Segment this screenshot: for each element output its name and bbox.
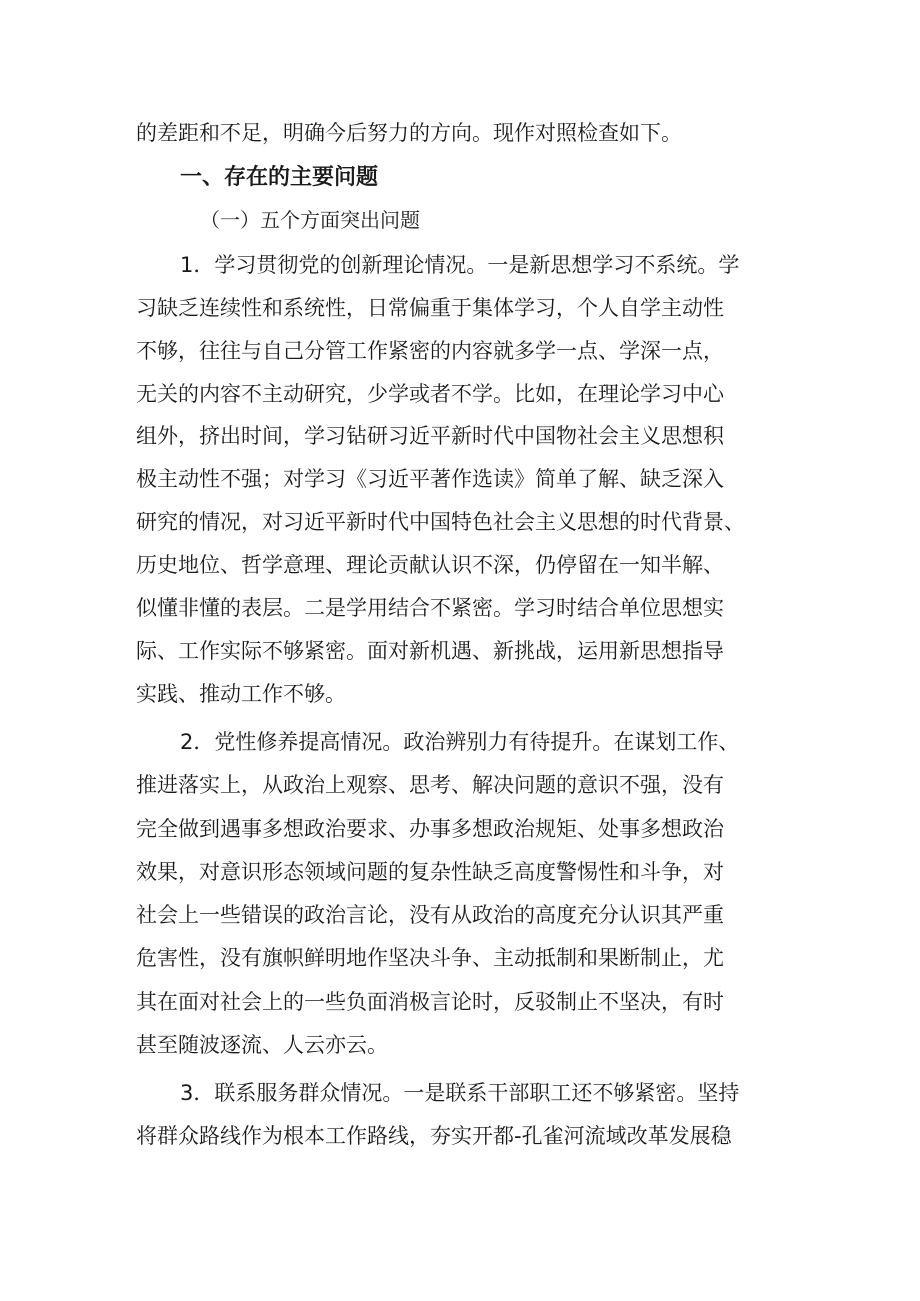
text-line: 将群众路线作为根本工作路线，夯实开都-孔雀河流域改革发展稳 xyxy=(136,1124,732,1148)
text-line: 不够，往往与自己分管工作紧密的内容就多学一点、学深一点， xyxy=(136,339,724,363)
text-line: 推进落实上，从政治上观察、思考、解决问题的意识不强，没有 xyxy=(136,773,724,797)
text-line: 危害性，没有旗帜鲜明地作坚决斗争、主动抵制和果断制止，尤 xyxy=(136,946,724,970)
text-line: 效果，对意识形态领域问题的复杂性缺乏高度警惕性和斗争，对 xyxy=(136,860,724,884)
text-line: 完全做到遇事多想政治要求、办事多想政治规矩、处事多想政治 xyxy=(136,817,724,841)
item-1-first-line: 1．学习贯彻党的创新理论情况。一是新思想学习不系统。学 xyxy=(180,253,740,277)
text-line: 实践、推动工作不够。 xyxy=(136,682,346,706)
item-3-first-line: 3．联系服务群众情况。一是联系干部职工还不够紧密。坚持 xyxy=(180,1081,740,1105)
text-line: 极主动性不强；对学习《习近平著作选读》简单了解、缺乏深入 xyxy=(136,467,724,491)
section-heading: 一、存在的主要问题 xyxy=(180,165,379,190)
text-line: 习缺乏连续性和系统性，日常偏重于集体学习，个人自学主动性 xyxy=(136,296,724,320)
subsection-heading: （一）五个方面突出问题 xyxy=(200,208,420,232)
text-line: 似懂非懂的表层。二是学用结合不紧密。学习时结合单位思想实 xyxy=(136,596,724,620)
text-line: 无关的内容不主动研究，少学或者不学。比如，在理论学习中心 xyxy=(136,382,724,406)
text-line: 际、工作实际不够紧密。面对新机遇、新挑战，运用新思想指导 xyxy=(136,639,724,663)
text-line: 组外，挤出时间，学习钻研习近平新时代中国物社会主义思想积 xyxy=(136,424,724,448)
text-line: 其在面对社会上的一些负面消极言论时，反驳制止不坚决，有时 xyxy=(136,990,724,1014)
text-line: 的差距和不足，明确今后努力的方向。现作对照检查如下。 xyxy=(136,121,682,145)
text-line: 甚至随波逐流、人云亦云。 xyxy=(136,1033,388,1057)
text-line: 社会上一些错误的政治言论，没有从政治的高度充分认识其严重 xyxy=(136,903,724,927)
item-2-first-line: 2．党性修养提高情况。政治辨别力有待提升。在谋划工作、 xyxy=(180,730,740,754)
text-line: 历史地位、哲学意理、理论贡献认识不深，仍停留在一知半解、 xyxy=(136,553,724,577)
text-line: 研究的情况，对习近平新时代中国特色社会主义思想的时代背景、 xyxy=(136,510,745,534)
